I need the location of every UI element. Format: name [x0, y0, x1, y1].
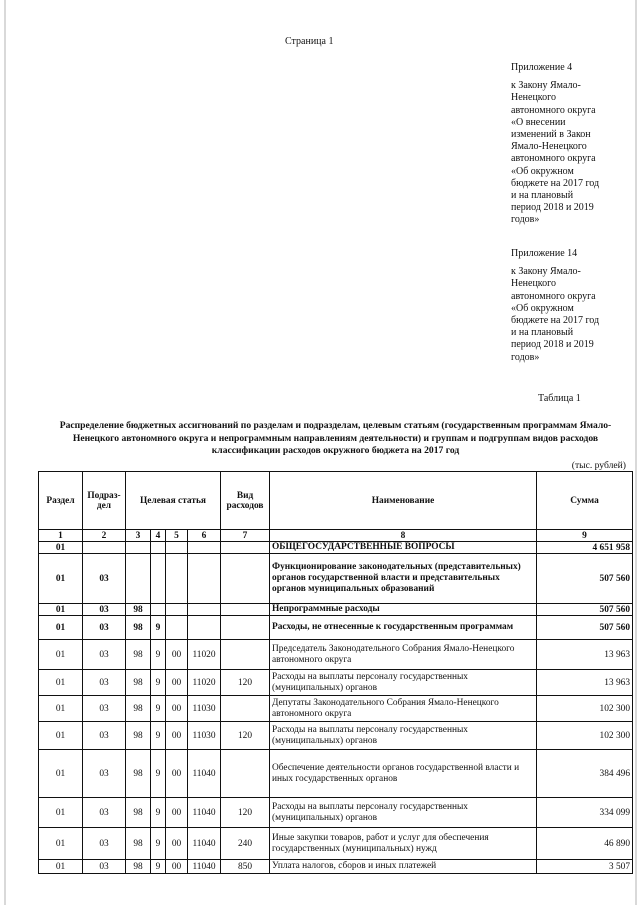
code-direction: 00	[166, 828, 188, 860]
column-number: 7	[221, 530, 270, 542]
table-label: Таблица 1	[538, 393, 581, 404]
code-program: 98	[126, 828, 151, 860]
row-name: Иные закупки товаров, работ и услуг для обеспечения государственных (муниципальных) нужд	[270, 828, 537, 860]
code-expense-type	[221, 640, 270, 670]
code-expense-type: 120	[221, 670, 270, 696]
code-subprogram: 9	[151, 722, 166, 750]
table-row	[39, 554, 633, 604]
code-section: 01	[39, 696, 83, 722]
row-sum: 102 300	[537, 722, 633, 750]
row-sum: 507 560	[537, 604, 633, 616]
code-expense-type	[221, 750, 270, 798]
code-direction	[166, 554, 188, 604]
column-number: 1	[39, 530, 83, 542]
document-heading: Распределение бюджетных ассигнований по разделам и подразделам, целевым статьям (государственным программам Ямало-Ненецкого автономного округа и непрограммным направлениям деятельности) и группам и подгруппам видов расходов классификации расходов окружного бюджета на 2017 год	[59, 420, 612, 456]
code-subprogram: 9	[151, 640, 166, 670]
code-subprogram	[151, 554, 166, 604]
page-label: Страница 1	[285, 36, 334, 47]
code-subprogram: 9	[151, 750, 166, 798]
scan-edge-left	[4, 0, 6, 905]
code-direction: 00	[166, 860, 188, 874]
code-program	[126, 554, 151, 604]
row-name: Обеспечение деятельности органов государственной власти и иных государственных органов	[270, 750, 537, 798]
table-body	[39, 542, 633, 874]
table-row	[39, 750, 633, 798]
code-program	[126, 542, 151, 554]
code-section: 01	[39, 860, 83, 874]
code-section: 01	[39, 542, 83, 554]
appendix-4	[511, 62, 636, 227]
code-section: 01	[39, 616, 83, 640]
code-program: 98	[126, 722, 151, 750]
appendix-14-title: Приложение 14	[511, 248, 578, 259]
code-section: 01	[39, 750, 83, 798]
header-target: Целевая статья	[126, 472, 221, 530]
row-sum: 13 963	[537, 640, 633, 670]
code-subsection: 03	[83, 670, 126, 696]
header-sum: Сумма	[537, 472, 633, 530]
row-name: Уплата налогов, сборов и иных платежей	[270, 860, 537, 874]
budget-table	[38, 471, 633, 874]
header-expense-type: Вид расходов	[221, 472, 270, 530]
row-name: Расходы на выплаты персоналу государственных (муниципальных) органов	[270, 722, 537, 750]
table-row	[39, 696, 633, 722]
code-expense-type: 850	[221, 860, 270, 874]
code-expense-type	[221, 616, 270, 640]
table-row	[39, 860, 633, 874]
code-direction	[166, 542, 188, 554]
row-name: Председатель Законодательного Собрания Ямало-Ненецкого автономного округа	[270, 640, 537, 670]
code-subsection: 03	[83, 750, 126, 798]
appendix-14	[511, 248, 636, 364]
header-subsection: Подраз- дел	[83, 472, 126, 530]
table-row	[39, 670, 633, 696]
code-subprogram	[151, 542, 166, 554]
code-subsection: 03	[83, 604, 126, 616]
code-subsection: 03	[83, 616, 126, 640]
code-target: 11030	[188, 722, 221, 750]
code-program: 98	[126, 670, 151, 696]
code-target	[188, 616, 221, 640]
row-sum: 102 300	[537, 696, 633, 722]
appendix-4-title: Приложение 4	[511, 62, 573, 73]
code-subsection: 03	[83, 696, 126, 722]
row-name: Депутаты Законодательного Собрания Ямало-Ненецкого автономного округа	[270, 696, 537, 722]
row-name: Функционирование законодательных (представительных) органов государственной власти и представительных органов муниципальных образований	[270, 554, 537, 604]
header-name: Наименование	[270, 472, 537, 530]
code-subprogram	[151, 604, 166, 616]
code-program: 98	[126, 750, 151, 798]
code-direction: 00	[166, 750, 188, 798]
code-expense-type: 240	[221, 828, 270, 860]
code-program: 98	[126, 640, 151, 670]
row-sum: 507 560	[537, 616, 633, 640]
row-sum: 4 651 958	[537, 542, 633, 554]
column-number-row	[39, 530, 633, 542]
code-subprogram: 9	[151, 860, 166, 874]
code-direction: 00	[166, 696, 188, 722]
row-sum: 13 963	[537, 670, 633, 696]
appendix-4-body: к Закону Ямало- Ненецкого автономного округа «О внесении изменений в Закон Ямало-Ненецкого автономного округа «Об окружном бюджете на 2017 год и на плановый период 2018 и 2019 годов»	[511, 80, 600, 226]
code-expense-type: 120	[221, 798, 270, 828]
code-subprogram: 9	[151, 616, 166, 640]
row-sum: 384 496	[537, 750, 633, 798]
code-section: 01	[39, 640, 83, 670]
column-number: 5	[166, 530, 188, 542]
code-subsection: 03	[83, 860, 126, 874]
code-target: 11020	[188, 670, 221, 696]
code-section: 01	[39, 604, 83, 616]
row-sum: 334 099	[537, 798, 633, 828]
code-expense-type	[221, 696, 270, 722]
row-name: Расходы на выплаты персоналу государственных (муниципальных) органов	[270, 798, 537, 828]
row-name: Непрограммные расходы	[270, 604, 537, 616]
column-number: 6	[188, 530, 221, 542]
code-subsection: 03	[83, 828, 126, 860]
code-target	[188, 604, 221, 616]
code-target	[188, 554, 221, 604]
code-target: 11040	[188, 798, 221, 828]
code-expense-type: 120	[221, 722, 270, 750]
code-subprogram: 9	[151, 828, 166, 860]
row-sum: 46 890	[537, 828, 633, 860]
code-target: 11030	[188, 696, 221, 722]
code-subprogram: 9	[151, 696, 166, 722]
table-row	[39, 798, 633, 828]
code-subsection: 03	[83, 798, 126, 828]
column-number: 2	[83, 530, 126, 542]
code-expense-type	[221, 604, 270, 616]
header-section: Раздел	[39, 472, 83, 530]
column-number: 9	[537, 530, 633, 542]
row-sum: 3 507	[537, 860, 633, 874]
row-name: Расходы на выплаты персоналу государственных (муниципальных) органов	[270, 670, 537, 696]
table-row	[39, 722, 633, 750]
code-direction: 00	[166, 722, 188, 750]
code-expense-type	[221, 542, 270, 554]
code-target: 11040	[188, 860, 221, 874]
code-direction: 00	[166, 798, 188, 828]
code-subsection: 03	[83, 640, 126, 670]
code-target	[188, 542, 221, 554]
code-section: 01	[39, 554, 83, 604]
table-row	[39, 616, 633, 640]
code-program: 98	[126, 604, 151, 616]
code-direction	[166, 604, 188, 616]
table-row	[39, 828, 633, 860]
code-expense-type	[221, 554, 270, 604]
code-target: 11040	[188, 828, 221, 860]
code-target: 11020	[188, 640, 221, 670]
code-program: 98	[126, 616, 151, 640]
code-direction: 00	[166, 670, 188, 696]
row-name: ОБЩЕГОСУДАРСТВЕННЫЕ ВОПРОСЫ	[270, 542, 537, 554]
code-section: 01	[39, 828, 83, 860]
row-name: Расходы, не отнесенные к государственным программам	[270, 616, 537, 640]
table-row	[39, 604, 633, 616]
column-number: 3	[126, 530, 151, 542]
code-direction: 00	[166, 640, 188, 670]
row-sum: 507 560	[537, 554, 633, 604]
table-row	[39, 542, 633, 554]
code-program: 98	[126, 860, 151, 874]
code-subprogram: 9	[151, 670, 166, 696]
code-subsection: 03	[83, 722, 126, 750]
code-section: 01	[39, 798, 83, 828]
code-subsection	[83, 542, 126, 554]
code-target: 11040	[188, 750, 221, 798]
appendix-14-body: к Закону Ямало- Ненецкого автономного округа «Об окружном бюджете на 2017 год и на плановый период 2018 и 2019 годов»	[511, 266, 600, 363]
code-subsection: 03	[83, 554, 126, 604]
code-program: 98	[126, 696, 151, 722]
table-row	[39, 640, 633, 670]
code-program: 98	[126, 798, 151, 828]
code-section: 01	[39, 670, 83, 696]
column-number: 4	[151, 530, 166, 542]
units-label: (тыс. рублей)	[571, 460, 626, 471]
code-direction	[166, 616, 188, 640]
code-subprogram: 9	[151, 798, 166, 828]
code-section: 01	[39, 722, 83, 750]
column-number: 8	[270, 530, 537, 542]
